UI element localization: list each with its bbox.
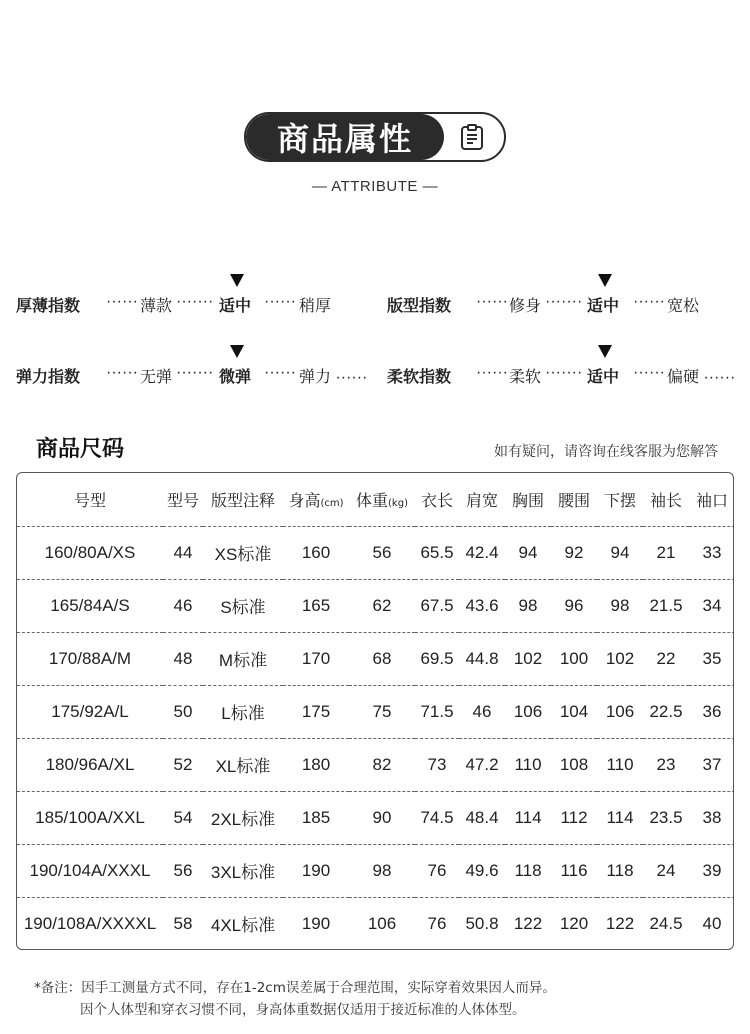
attribute-label: 柔软指数: [387, 369, 452, 386]
table-cell: 118: [505, 844, 551, 897]
attribute-dots: ·······: [545, 293, 583, 310]
table-cell: 190: [283, 844, 349, 897]
table-cell: 22: [643, 632, 689, 685]
table-cell: 90: [349, 791, 415, 844]
table-cell: 120: [551, 897, 597, 950]
table-cell: 82: [349, 738, 415, 791]
table-cell: 23: [643, 738, 689, 791]
table-cell: 34: [689, 579, 734, 632]
table-cell: XL标准: [203, 738, 283, 791]
table-cell: 40: [689, 897, 734, 950]
table-cell: 92: [551, 526, 597, 579]
table-cell: 56: [163, 844, 203, 897]
clipboard-icon: [460, 124, 484, 150]
table-cell: 122: [597, 897, 643, 950]
attribute-option: 稍厚: [299, 298, 332, 315]
attribute-dots: ······: [633, 293, 665, 310]
table-cell: 58: [163, 897, 203, 950]
table-cell: 24: [643, 844, 689, 897]
table-cell: 54: [163, 791, 203, 844]
table-cell: 175: [283, 685, 349, 738]
table-cell: 74.5: [415, 791, 459, 844]
size-table-header: [17, 473, 734, 526]
table-cell: 94: [505, 526, 551, 579]
table-cell: 170/88A/M: [17, 632, 163, 685]
attribute-option-selected: 微弹: [219, 369, 252, 386]
selected-marker-icon: [598, 274, 612, 287]
table-cell: 35: [689, 632, 734, 685]
table-cell: 114: [505, 791, 551, 844]
table-cell: 185/100A/XXL: [17, 791, 163, 844]
attribute-option-selected: 适中: [219, 298, 252, 315]
table-cell: 185: [283, 791, 349, 844]
table-cell: 22.5: [643, 685, 689, 738]
column-header: [17, 473, 163, 526]
table-cell: 180/96A/XL: [17, 738, 163, 791]
table-cell: 24.5: [643, 897, 689, 950]
column-header: [283, 473, 349, 526]
table-cell: 108: [551, 738, 597, 791]
size-table-body: [17, 526, 734, 950]
table-cell: 44: [163, 526, 203, 579]
attribute-dots: ······: [476, 293, 508, 310]
table-cell: 106: [349, 897, 415, 950]
table-cell: 56: [349, 526, 415, 579]
column-header: [505, 473, 551, 526]
column-header-label: 袖口: [695, 490, 728, 510]
table-cell: 118: [597, 844, 643, 897]
table-cell: 46: [459, 685, 505, 738]
footnote-line-1: *备注：因手工测量方式不同，存在1-2cm误差属于合理范围，实际穿着效果因人而异。: [34, 980, 556, 996]
column-header-label: 号型: [73, 490, 106, 510]
attribute-option: 无弹: [140, 369, 173, 386]
column-header-label: 胸围: [511, 490, 544, 510]
column-header: [689, 473, 734, 526]
attribute-dots: ······: [264, 293, 296, 310]
table-cell: 43.6: [459, 579, 505, 632]
table-cell: 122: [505, 897, 551, 950]
table-cell: 52: [163, 738, 203, 791]
table-cell: 50.8: [459, 897, 505, 950]
column-header-label: 腰围: [557, 490, 590, 510]
table-cell: 110: [505, 738, 551, 791]
table-cell: L标准: [203, 685, 283, 738]
table-cell: 67.5: [415, 579, 459, 632]
table-cell: 106: [597, 685, 643, 738]
table-cell: 75: [349, 685, 415, 738]
table-cell: 71.5: [415, 685, 459, 738]
table-cell: 102: [505, 632, 551, 685]
section-header-dark-part: [246, 114, 444, 160]
section-header-attribute: [244, 112, 506, 162]
table-cell: 175/92A/L: [17, 685, 163, 738]
table-cell: 21: [643, 526, 689, 579]
table-row: [17, 526, 734, 579]
attribute-dots: ·······: [176, 364, 214, 381]
attribute-dots: ······: [264, 364, 296, 381]
table-cell: 106: [505, 685, 551, 738]
table-row: [17, 579, 734, 632]
attribute-option: 薄款: [140, 298, 173, 315]
table-cell: 42.4: [459, 526, 505, 579]
column-header-label: 肩宽: [465, 490, 498, 510]
attribute-dots: ······: [106, 293, 138, 310]
column-header-label: 袖长: [649, 490, 682, 510]
table-cell: 170: [283, 632, 349, 685]
attribute-dots: ······: [633, 364, 665, 381]
table-cell: 47.2: [459, 738, 505, 791]
table-cell: 48: [163, 632, 203, 685]
selected-marker-icon: [230, 274, 244, 287]
table-cell: 180: [283, 738, 349, 791]
table-cell: 65.5: [415, 526, 459, 579]
table-cell: 3XL标准: [203, 844, 283, 897]
table-row: [17, 844, 734, 897]
attribute-dots: ·······: [176, 293, 214, 310]
table-cell: 116: [551, 844, 597, 897]
table-cell: XS标准: [203, 526, 283, 579]
attribute-label: 弹力指数: [16, 369, 81, 386]
table-cell: S标准: [203, 579, 283, 632]
table-cell: 114: [597, 791, 643, 844]
column-header: [551, 473, 597, 526]
attribute-dots: ······: [476, 364, 508, 381]
selected-marker-icon: [230, 345, 244, 358]
column-header-unit: (kg): [388, 497, 408, 509]
table-row: [17, 791, 734, 844]
table-cell: 165: [283, 579, 349, 632]
section-subtitle: — ATTRIBUTE —: [311, 178, 439, 195]
attribute-dots: ·······: [545, 364, 583, 381]
table-cell: 98: [505, 579, 551, 632]
table-cell: 98: [349, 844, 415, 897]
table-cell: 49.6: [459, 844, 505, 897]
column-header: [203, 473, 283, 526]
column-header: [349, 473, 415, 526]
column-header: [597, 473, 643, 526]
table-cell: 21.5: [643, 579, 689, 632]
table-cell: 190/108A/XXXXL: [17, 897, 163, 950]
footnote-line-2: 因个人体型和穿衣习惯不同，身高体重数据仅适用于接近标准的人体体型。: [80, 1002, 526, 1018]
table-row: [17, 685, 734, 738]
table-cell: 112: [551, 791, 597, 844]
table-cell: 62: [349, 579, 415, 632]
table-cell: 46: [163, 579, 203, 632]
table-cell: 4XL标准: [203, 897, 283, 950]
table-row: [17, 738, 734, 791]
attribute-label: 厚薄指数: [16, 298, 81, 315]
table-cell: 68: [349, 632, 415, 685]
attribute-option: 柔软: [509, 369, 542, 386]
size-section-title: 商品尺码: [36, 437, 125, 462]
column-header-label: 体重: [356, 490, 389, 510]
table-cell: 23.5: [643, 791, 689, 844]
attribute-option: 偏硬 ······: [667, 369, 736, 386]
table-cell: 36: [689, 685, 734, 738]
table-cell: 160: [283, 526, 349, 579]
attribute-option-selected: 适中: [587, 298, 620, 315]
table-cell: 76: [415, 844, 459, 897]
table-cell: 2XL标准: [203, 791, 283, 844]
table-cell: 96: [551, 579, 597, 632]
attribute-dots: ······: [106, 364, 138, 381]
table-cell: M标准: [203, 632, 283, 685]
column-header: [643, 473, 689, 526]
column-header: [459, 473, 505, 526]
attribute-label: 版型指数: [387, 298, 452, 315]
table-cell: 39: [689, 844, 734, 897]
attribute-option: 修身: [509, 298, 542, 315]
table-cell: 165/84A/S: [17, 579, 163, 632]
table-row: [17, 897, 734, 950]
column-header-unit: (cm): [320, 497, 344, 509]
size-table-container: [16, 472, 734, 950]
size-table: [17, 473, 734, 950]
section-title: 商品属性: [276, 120, 413, 158]
attribute-option-selected: 适中: [587, 369, 620, 386]
column-header-label: 型号: [166, 490, 199, 510]
column-header-label: 身高: [288, 490, 321, 510]
table-cell: 50: [163, 685, 203, 738]
table-cell: 38: [689, 791, 734, 844]
attribute-option: 宽松: [667, 298, 700, 315]
column-header-label: 下摆: [603, 490, 636, 510]
table-cell: 110: [597, 738, 643, 791]
table-cell: 190/104A/XXXL: [17, 844, 163, 897]
column-header: [415, 473, 459, 526]
table-cell: 69.5: [415, 632, 459, 685]
table-row: [17, 632, 734, 685]
column-header-label: 版型注释: [210, 490, 275, 510]
attribute-option: 弹力 ······: [299, 369, 368, 386]
selected-marker-icon: [598, 345, 612, 358]
column-header-label: 衣长: [420, 490, 453, 510]
table-cell: 73: [415, 738, 459, 791]
table-cell: 76: [415, 897, 459, 950]
table-cell: 160/80A/XS: [17, 526, 163, 579]
table-cell: 104: [551, 685, 597, 738]
size-help-note: 如有疑问，请咨询在线客服为您解答: [494, 444, 718, 460]
table-cell: 190: [283, 897, 349, 950]
table-cell: 48.4: [459, 791, 505, 844]
table-cell: 94: [597, 526, 643, 579]
column-header: [163, 473, 203, 526]
table-cell: 102: [597, 632, 643, 685]
table-cell: 37: [689, 738, 734, 791]
table-cell: 33: [689, 526, 734, 579]
table-cell: 98: [597, 579, 643, 632]
table-cell: 44.8: [459, 632, 505, 685]
table-cell: 100: [551, 632, 597, 685]
